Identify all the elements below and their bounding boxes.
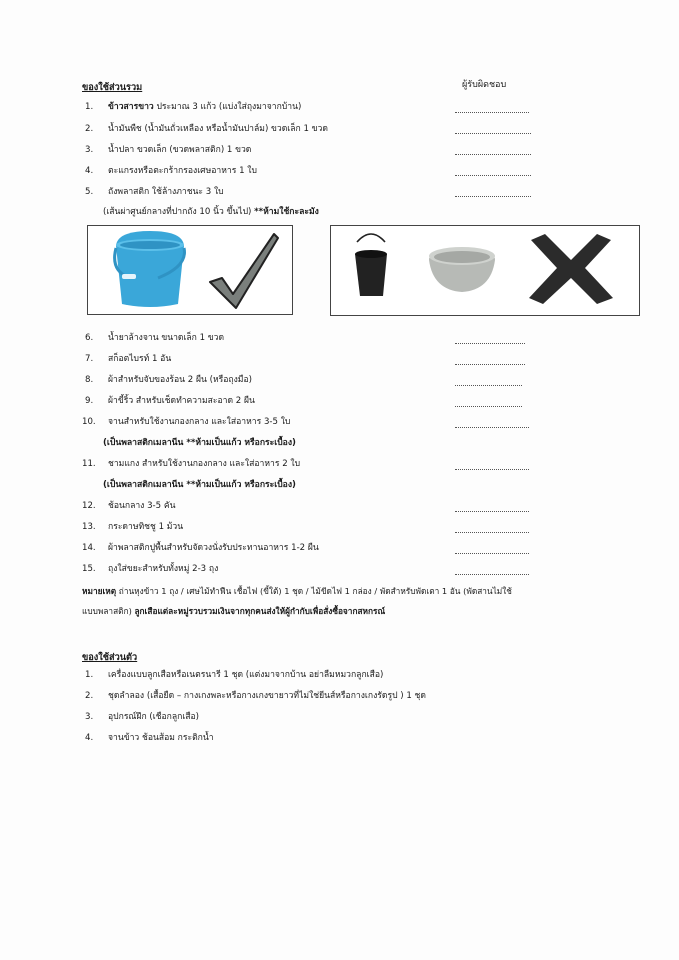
list-item <box>82 417 290 428</box>
item-number: 12. <box>82 501 96 511</box>
bucket-icon <box>115 231 185 307</box>
signature-line[interactable] <box>455 385 522 386</box>
list-item <box>85 124 328 135</box>
item-text: ช้อนกลาง 3-5 คัน <box>108 501 176 511</box>
common-items-heading: ของใช้ส่วนรวม <box>82 82 143 93</box>
signature-line[interactable] <box>455 112 529 113</box>
list-item <box>85 733 214 744</box>
item-number: 3. <box>85 712 94 722</box>
item-text: ชามแกง สำหรับใช้งานกองกลาง และใส่อาหาร 2 ใบ <box>108 459 301 469</box>
item11-note: (เป็นพลาสติกเมลานีน **ห้ามเป็นแก้ว หรือกระเบื้อง) <box>103 480 296 490</box>
item-text: อุปกรณ์ฝึก (เชือกลูกเสือ) <box>108 712 200 722</box>
item-number: 4. <box>85 166 94 176</box>
signature-line[interactable] <box>455 406 522 407</box>
item-number: 7. <box>85 354 94 364</box>
x-icon <box>529 234 613 304</box>
item-number: 15. <box>82 564 96 574</box>
item-bold-text: ข้าวสารขาว <box>108 102 154 112</box>
item-text: จานสำหรับใช้งานกองกลาง และใส่อาหาร 3-5 ใบ <box>108 417 291 427</box>
list-item <box>85 712 199 723</box>
list-item <box>85 166 257 177</box>
item-text: ถังพลาสติก ใช้ล้างภาชนะ 3 ใบ <box>108 187 224 197</box>
signature-line[interactable] <box>455 343 525 344</box>
remark-bold-text: ลูกเสือแต่ละหมู่รวบรวมเงินจากทุกคนส่งให้ผู้กำกับเพื่อสั่งซื้อจากสหกรณ์ <box>134 606 386 616</box>
allowed-bucket-panel <box>87 225 293 315</box>
item-number: 11. <box>82 459 96 469</box>
list-item <box>82 543 319 554</box>
remark-text: ถ่านหุงข้าว 1 ถุง / เศษไม้ทำฟืน เชื้อไฟ (ขี้ใต้) 1 ชุด / ไม้ขีดไฟ 1 กล่อง / พัดสำหรับพัดเตา 1 อัน (พัดสานไม่ใช้ <box>116 586 512 596</box>
item-text: ผ้าสำหรับจับของร้อน 2 ผืน (หรือถุงมือ) <box>108 375 252 385</box>
item-text: ตะแกรงหรือตะกร้ากรองเศษอาหาร 1 ใบ <box>108 166 257 176</box>
item-number: 1. <box>85 670 94 680</box>
list-item <box>85 333 224 344</box>
signature-line[interactable] <box>455 553 529 554</box>
list-item <box>82 564 218 575</box>
list-item <box>85 145 251 156</box>
note-warning: **ห้ามใช้กะละมัง <box>254 207 319 217</box>
forbidden-container-panel <box>330 225 640 316</box>
item-number: 9. <box>85 396 94 406</box>
item5-note <box>103 207 319 218</box>
item-number: 2. <box>85 124 94 134</box>
item-number: 5. <box>85 187 94 197</box>
list-item <box>85 691 426 702</box>
item-text: จานข้าว ช้อนส้อม กระติกน้ำ <box>108 733 214 743</box>
item-text: น้ำยาล้างจาน ขนาดเล็ก 1 ขวด <box>108 333 225 343</box>
list-item <box>82 459 300 470</box>
responsible-header: ผู้รับผิดชอบ <box>462 80 507 90</box>
signature-line[interactable] <box>455 175 531 176</box>
item-number: 1. <box>85 102 94 112</box>
note-text: (เส้นผ่าศูนย์กลางที่ปากถัง 10 นิ้ว ขึ้นไป) <box>103 207 255 217</box>
signature-line[interactable] <box>455 364 525 365</box>
signature-line[interactable] <box>455 532 529 533</box>
signature-line[interactable] <box>455 154 531 155</box>
list-item <box>85 102 301 113</box>
item-number: 14. <box>82 543 96 553</box>
basin-icon <box>429 247 495 292</box>
item-text: กระดาษทิชชู 1 ม้วน <box>108 522 184 532</box>
personal-items-heading: ของใช้ส่วนตัว <box>82 652 138 663</box>
item-number: 10. <box>82 417 96 427</box>
signature-line[interactable] <box>455 469 529 470</box>
list-item <box>85 396 255 407</box>
list-item <box>85 375 252 386</box>
item-text: ผ้าพลาสติกปูพื้นสำหรับจัดวงนั่งรับประทานอาหาร 1-2 ผืน <box>108 543 319 553</box>
item-text: ประมาณ 3 แก้ว (แบ่งใส่ถุงมาจากบ้าน) <box>153 102 302 112</box>
item-text: สก็อตไบรท์ 1 อัน <box>108 354 172 364</box>
item-number: 6. <box>85 333 94 343</box>
signature-line[interactable] <box>455 511 529 512</box>
signature-line[interactable] <box>455 574 529 575</box>
remark-line-2 <box>82 606 385 617</box>
item-text: เครื่องแบบลูกเสือหรือเนตรนารี 1 ชุด (แต่งมาจากบ้าน อย่าลืมหมวกลูกเสือ) <box>108 670 384 680</box>
item-text: ผ้าขี้ริ้ว สำหรับเช็ดทำความสะอาด 2 ผืน <box>108 396 255 406</box>
item-text: ชุดลำลอง (เสื้อยืด – กางเกงพละหรือกางเกงขายาวที่ไม่ใช่ยีนส์หรือกางเกงรัดรูป ) 1 ชุด <box>108 691 426 701</box>
list-item <box>85 670 383 681</box>
list-item <box>85 354 171 365</box>
item-number: 4. <box>85 733 94 743</box>
remark-label: หมายเหตุ <box>82 586 117 596</box>
signature-line[interactable] <box>455 196 531 197</box>
item-number: 13. <box>82 522 96 532</box>
item-number: 3. <box>85 145 94 155</box>
item-text: น้ำมันพืช (น้ำมันถั่วเหลือง หรือน้ำมันปาล์ม) ขวดเล็ก 1 ขวด <box>108 124 328 134</box>
list-item <box>82 522 183 533</box>
signature-line[interactable] <box>455 427 529 428</box>
remark-text: แบบพลาสติก) <box>82 606 135 616</box>
list-item <box>82 501 175 512</box>
remark-line-1 <box>82 586 512 597</box>
item-text: น้ำปลา ขวดเล็ก (ขวดพลาสติก) 1 ขวด <box>108 145 252 155</box>
signature-line[interactable] <box>455 133 531 134</box>
list-item <box>85 187 224 198</box>
item-number: 8. <box>85 375 94 385</box>
item-text: ถุงใส่ขยะสำหรับทั้งหมู่ 2-3 ถุง <box>108 564 219 574</box>
check-icon <box>210 234 278 308</box>
item-number: 2. <box>85 691 94 701</box>
item10-note: (เป็นพลาสติกเมลานีน **ห้ามเป็นแก้ว หรือกระเบื้อง) <box>103 438 296 448</box>
pail-icon <box>355 234 387 296</box>
